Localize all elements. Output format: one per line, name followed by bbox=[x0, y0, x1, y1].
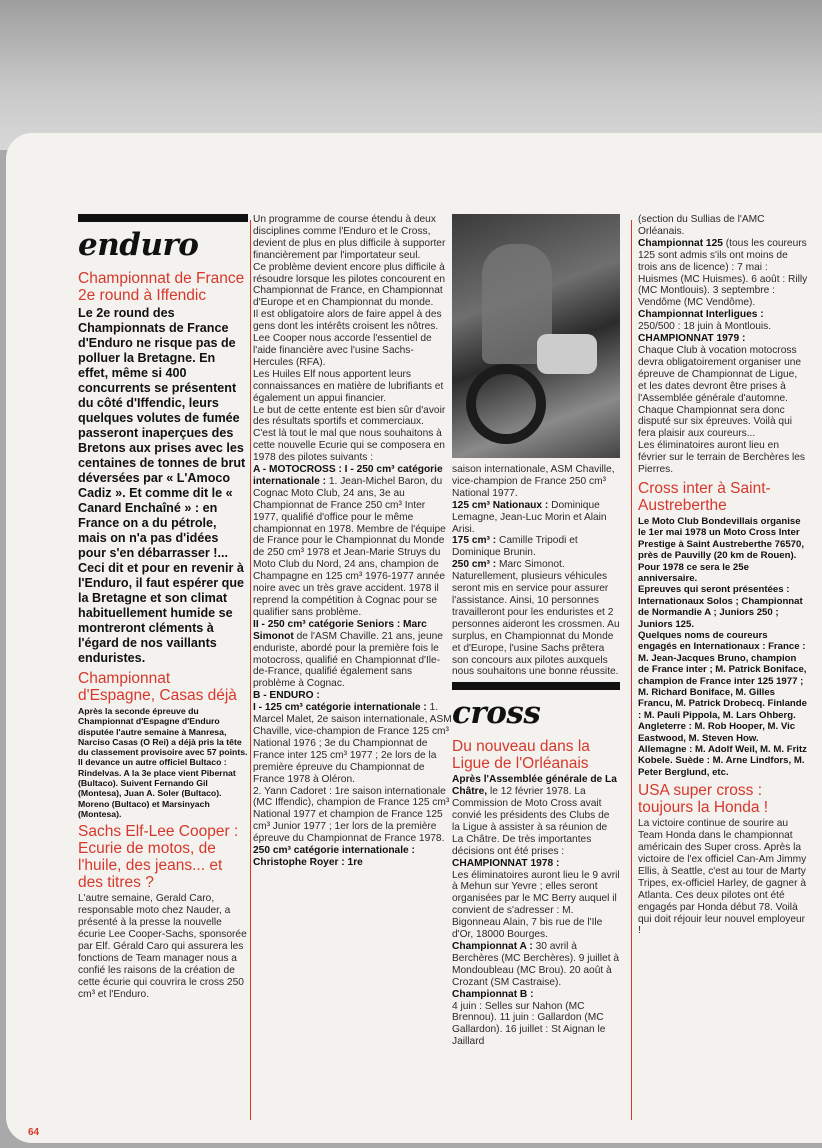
article-text: 1. Jean-Michel Baron, du Cognac Moto Club, 24 ans, 3e au Championnat de France 250 cm³ Inter 1977, qualifié d'office pour le même championnat en 1978. Membre de l'équipe de France pour le Championnat du Monde de 250 cm³ 1978 et Jean-Marie Struys du Moto Club du Nord, 24 ans, champion de Champagne en 125 cm³ 1976-1977 année noire avec un très grave accident. 1978 il reprend la compétition à Cognac pour se qualifier sans problème. bbox=[253, 475, 446, 618]
article-text: Le Moto Club Bondevillais organise le 1er mai 1978 un Moto Cross Inter Prestige à Saint Austreberthe 76570, près de Pauvilly (20 km de Rouen). Pour 1978 ce sera le 25e anniversaire. bbox=[638, 515, 805, 584]
column-3 bbox=[452, 214, 620, 1048]
article-text: Après la seconde épreuve du Championnat d'Espagne d'Enduro disputée l'autre semaine à Manresa, Narciso Casas (O Rei) a déjà pris la tête du classement provisoire avec 57 points. Il devance un autre officiel Bultaco : Rindelvas. A la 3e place vient Pibernat (Bultaco). Suivent Fernando Gil (Montesa), Juan A. Soler (Bultaco). Moreno (Bultaco) et Marsinyach (Montesa). bbox=[78, 706, 248, 819]
subhead: 175 cm³ : bbox=[452, 535, 497, 547]
article-text: La victoire continue de sourire au Team Honda dans le championnat américain des Super cross. Après la victoire de l'ex officiel Can-Am Jimmy Ellis, à Seattle, c'est au tour de Marty Tripes, ex-officiel Harley, de gagner à Atlanta. Ces deux pilotes ont été engagés par Honda début 78. Voilà qui doit réjouir leur nouvel employeur ! bbox=[638, 818, 807, 937]
headline-orleanais: Du nouveau dans la Ligue de l'Orléanais bbox=[452, 738, 590, 773]
article-text: L'autre semaine, Gerald Caro, responsable moto chez Nauder, a présenté à la presse la nouvelle écurie Lee Cooper-Sachs, sponsorée par Elf. Gérald Caro qui assurera les fonctions de Team manager nous a confié les raisons de la création de cette écurie qui couvrira le cross 250 cm³ et l'Enduro. bbox=[78, 893, 247, 1000]
wheel-shape bbox=[466, 364, 546, 444]
article-text: le 12 février 1978. La Commission de Moto Cross avait convié les présidents des Clubs de la Ligue à assister à sa réunion de La Châtre. De très importantes décisions ont été prises : bbox=[452, 786, 610, 857]
column-1 bbox=[78, 214, 248, 1000]
lead-paragraph: Ceci dit et pour en revenir à l'Enduro, il faut espérer que la Bretagne et son climat habituellement humide se montreront cléments à l'égard de nos vaillants enduristes. bbox=[78, 561, 245, 665]
article-text: Quelques noms de coureurs engagés en Internationaux : France : M. Jean-Jacques Bruno, champion de France inter ; M. Patrick Boniface, champion de France inter 125 1977 ; M. Richard Boniface, M. Gilles Francu, M. Patrick Drobecq. Finlande : M. Pauli Pippola, M. Lars Ohberg. Angleterre : M. Rob Hooper, M. Vic Eastwood, M. Steven How. Allemagne : M. Adolf Weil, M. M. Fritz Kobele. Suède : M. Arne Lindfors, M. Peter Berglund, etc. bbox=[638, 630, 807, 778]
subhead: CHAMPIONNAT 1978 : bbox=[452, 857, 560, 869]
article-text: Dominique Lemagne, Jean-Luc Morin et Alain Arisi. bbox=[452, 499, 607, 535]
article-text: saison internationale, ASM Chaville, vice-champion de France 250 cm³ National 1977. bbox=[452, 464, 615, 499]
subhead: CHAMPIONNAT 1979 : bbox=[638, 333, 746, 345]
article-text: Les Huiles Elf nous apportent leurs connaissances en matière de lubrifiants et également un appui financier. bbox=[253, 368, 444, 404]
subhead: Championnat 125 bbox=[638, 237, 723, 249]
subhead: 250 cm³ : bbox=[452, 559, 497, 571]
subhead: 250 cm³ catégorie internationale : Christophe Royer : 1re bbox=[253, 845, 415, 868]
article-text: Un programme de course étendu à deux disciplines comme l'Enduro et le Cross, devient de plus en plus difficile à supporter financièrement par l'importateur seul. bbox=[253, 214, 446, 261]
article-text: Chaque Club à vocation motocross devra obligatoirement organiser une épreuve de Championnat de Ligue, et les dates devront être prises à l'Assemblée générale d'automne. Chaque Championnat sera donc disputé sur six épreuves. Voilà qui fera plaisir aux coureurs... bbox=[638, 344, 802, 440]
column-rule bbox=[631, 220, 632, 1120]
article-text: Le but de cette entente est bien sûr d'avoir des résultats sportifs et commerciaux. bbox=[253, 404, 446, 428]
article-text: (tous les coureurs 125 sont admis s'ils ont moins de trois ans de licence) : 7 mai : Huismes (MC Huismes). 6 août : Rilly (MC Montlouis). 3 septembre : Vendôme (MC Vendôme). bbox=[638, 237, 808, 309]
subhead: Championnat Interligues : bbox=[638, 309, 764, 321]
headline-championnat-france: Championnat de France 2e round à Iffendic bbox=[78, 270, 245, 304]
subhead: II - 250 cm³ catégorie Seniors : Marc Simonot bbox=[253, 618, 427, 642]
article-text: 250/500 : 18 juin à Montlouis. bbox=[638, 321, 772, 333]
column-4 bbox=[638, 214, 808, 937]
article-text: Les éliminatoires auront lieu en février sur le terrain de Berchères les Pierres. bbox=[638, 440, 806, 476]
headline-championnat-espagne: Championnat d'Espagne, Casas déjà bbox=[78, 670, 237, 704]
article-text: Marc Simonot. bbox=[499, 559, 565, 571]
subhead: A - MOTOCROSS : I - 250 cm³ catégorie internationale : bbox=[253, 464, 443, 487]
section-title-enduro: enduro bbox=[78, 227, 199, 263]
page-number: 64 bbox=[28, 1127, 40, 1138]
article-text: de l'ASM Chaville. 21 ans, jeune enduriste, abordé pour la première fois le motocross, qualifié en Championnat d'Ile-de-France, qualifié également sans problème à Cognac. bbox=[253, 630, 443, 690]
article-text: C'est là tout le mal que nous souhaitons à cette nouvelle Ecurie qui se composera en 1978 des pilotes suivants : bbox=[253, 428, 445, 464]
article-text: Naturellement, plusieurs véhicules seront mis en service pour assurer l'assistance. Ainsi, 10 personnes travailleront pour les enduristes et 2 personnes aideront les crossmen. Au surplus, en Championnat du Monde et d'Europe, l'usine Sachs prêtera son concours aux pilotes auxquels nous souhaitons une bonne réussite. bbox=[452, 571, 620, 678]
article-text: 4 juin : Selles sur Nahon (MC Brennou). 11 juin : Gallardon (MC Gallardon). 16 juillet : St Aignan le Jaillard bbox=[452, 1000, 606, 1048]
article-text: 1. Marcel Malet, 2e saison internationale, ASM Chaville, vice-champion de France 125 cm³ National 1976 ; 3e du Championnat de France inter 125 cm³ 1977 ; 2e lors de la première épreuve du Championnat de France 1978 à Oléron. bbox=[253, 702, 452, 785]
tank-shape bbox=[537, 334, 597, 374]
section-bar bbox=[78, 214, 248, 222]
article-text: Lee Cooper nous accorde l'essentiel de l'aide financière avec l'usine Sachs-Hercules (RFA). bbox=[253, 333, 432, 368]
headline-usa-supercross: USA super cross : toujours la Honda ! bbox=[638, 782, 769, 817]
lead-paragraph: Le 2e round des Championnats de France d'Enduro ne risque pas de polluer la Bretagne. En effet, même si 400 concurrents se présentent du côté d'Iffendic, leurs quelques volutes de fumée passeront inaperçues des Bretons aux prises avec les centaines de tonnes de brut déversées par « L'Amoco Cadiz ». Et comme dit le « Canard Enchaîné » : en France on a du pétrole, mais on n'a pas d'idées pour s'en débarrasser !... bbox=[78, 306, 246, 560]
subhead: Après l'Assemblée générale de La Châtre, bbox=[452, 774, 617, 798]
article-text: Epreuves qui seront présentées : Internationaux Solos ; Championnat de Normandie A ; Juniors 250 ; Juniors 125. bbox=[638, 584, 803, 630]
article-text: 30 avril à Berchères (MC Berchères). 9 juillet à Mondoubleau (MC Brou). 20 août à Crozant (SM Castraise). bbox=[452, 941, 620, 988]
section-bar bbox=[452, 682, 620, 690]
subhead: I - 125 cm³ catégorie internationale : bbox=[253, 702, 427, 714]
article-text: (section du Sullias de l'AMC Orléanais. bbox=[638, 214, 765, 237]
article-text: Les éliminatoires auront lieu le 9 avril à Mehun sur Yevre ; elles seront organisées par le MC Berry auquel il convient de s'adresser : M. Bigonneau Alain, 7 bis rue de l'Ile d'Or, 18000 Bourges. bbox=[452, 869, 620, 941]
article-text: Ce problème devient encore plus difficile à résoudre lorsque les pilotes concourent en Championnat de France, en Championnat d'Europe et en Championnat du monde. bbox=[253, 261, 445, 309]
article-text: Il est obligatoire alors de faire appel à des gens dont les intérêts croisent les nôtres. bbox=[253, 309, 442, 333]
subhead: B - ENDURO : bbox=[253, 690, 320, 702]
subhead: Championnat B : bbox=[452, 988, 534, 1000]
subhead: 125 cm³ Nationaux : bbox=[452, 499, 549, 511]
subhead: Championnat A : bbox=[452, 941, 533, 952]
column-rule bbox=[250, 220, 251, 1120]
article-text: Camille Tripodi et Dominique Brunin. bbox=[452, 535, 578, 559]
headline-sachs-elf: Sachs Elf-Lee Cooper : Ecurie de motos, de l'huile, des jeans... et des titres ? bbox=[78, 823, 239, 892]
section-title-cross: cross bbox=[452, 695, 541, 732]
article-text: 2. Yann Cadoret : 1re saison internationale (MC Iffendic), champion de France 125 cm³ National 1977 et champion de France 125 cm³ Junior 1977 ; 1er lors de la première épreuve du Championnat de France 1978. bbox=[253, 785, 450, 845]
headline-cross-inter: Cross inter à Saint-Austreberthe bbox=[638, 479, 771, 514]
motocross-photo bbox=[452, 214, 620, 458]
background-strip bbox=[0, 0, 822, 150]
column-2 bbox=[253, 214, 453, 869]
